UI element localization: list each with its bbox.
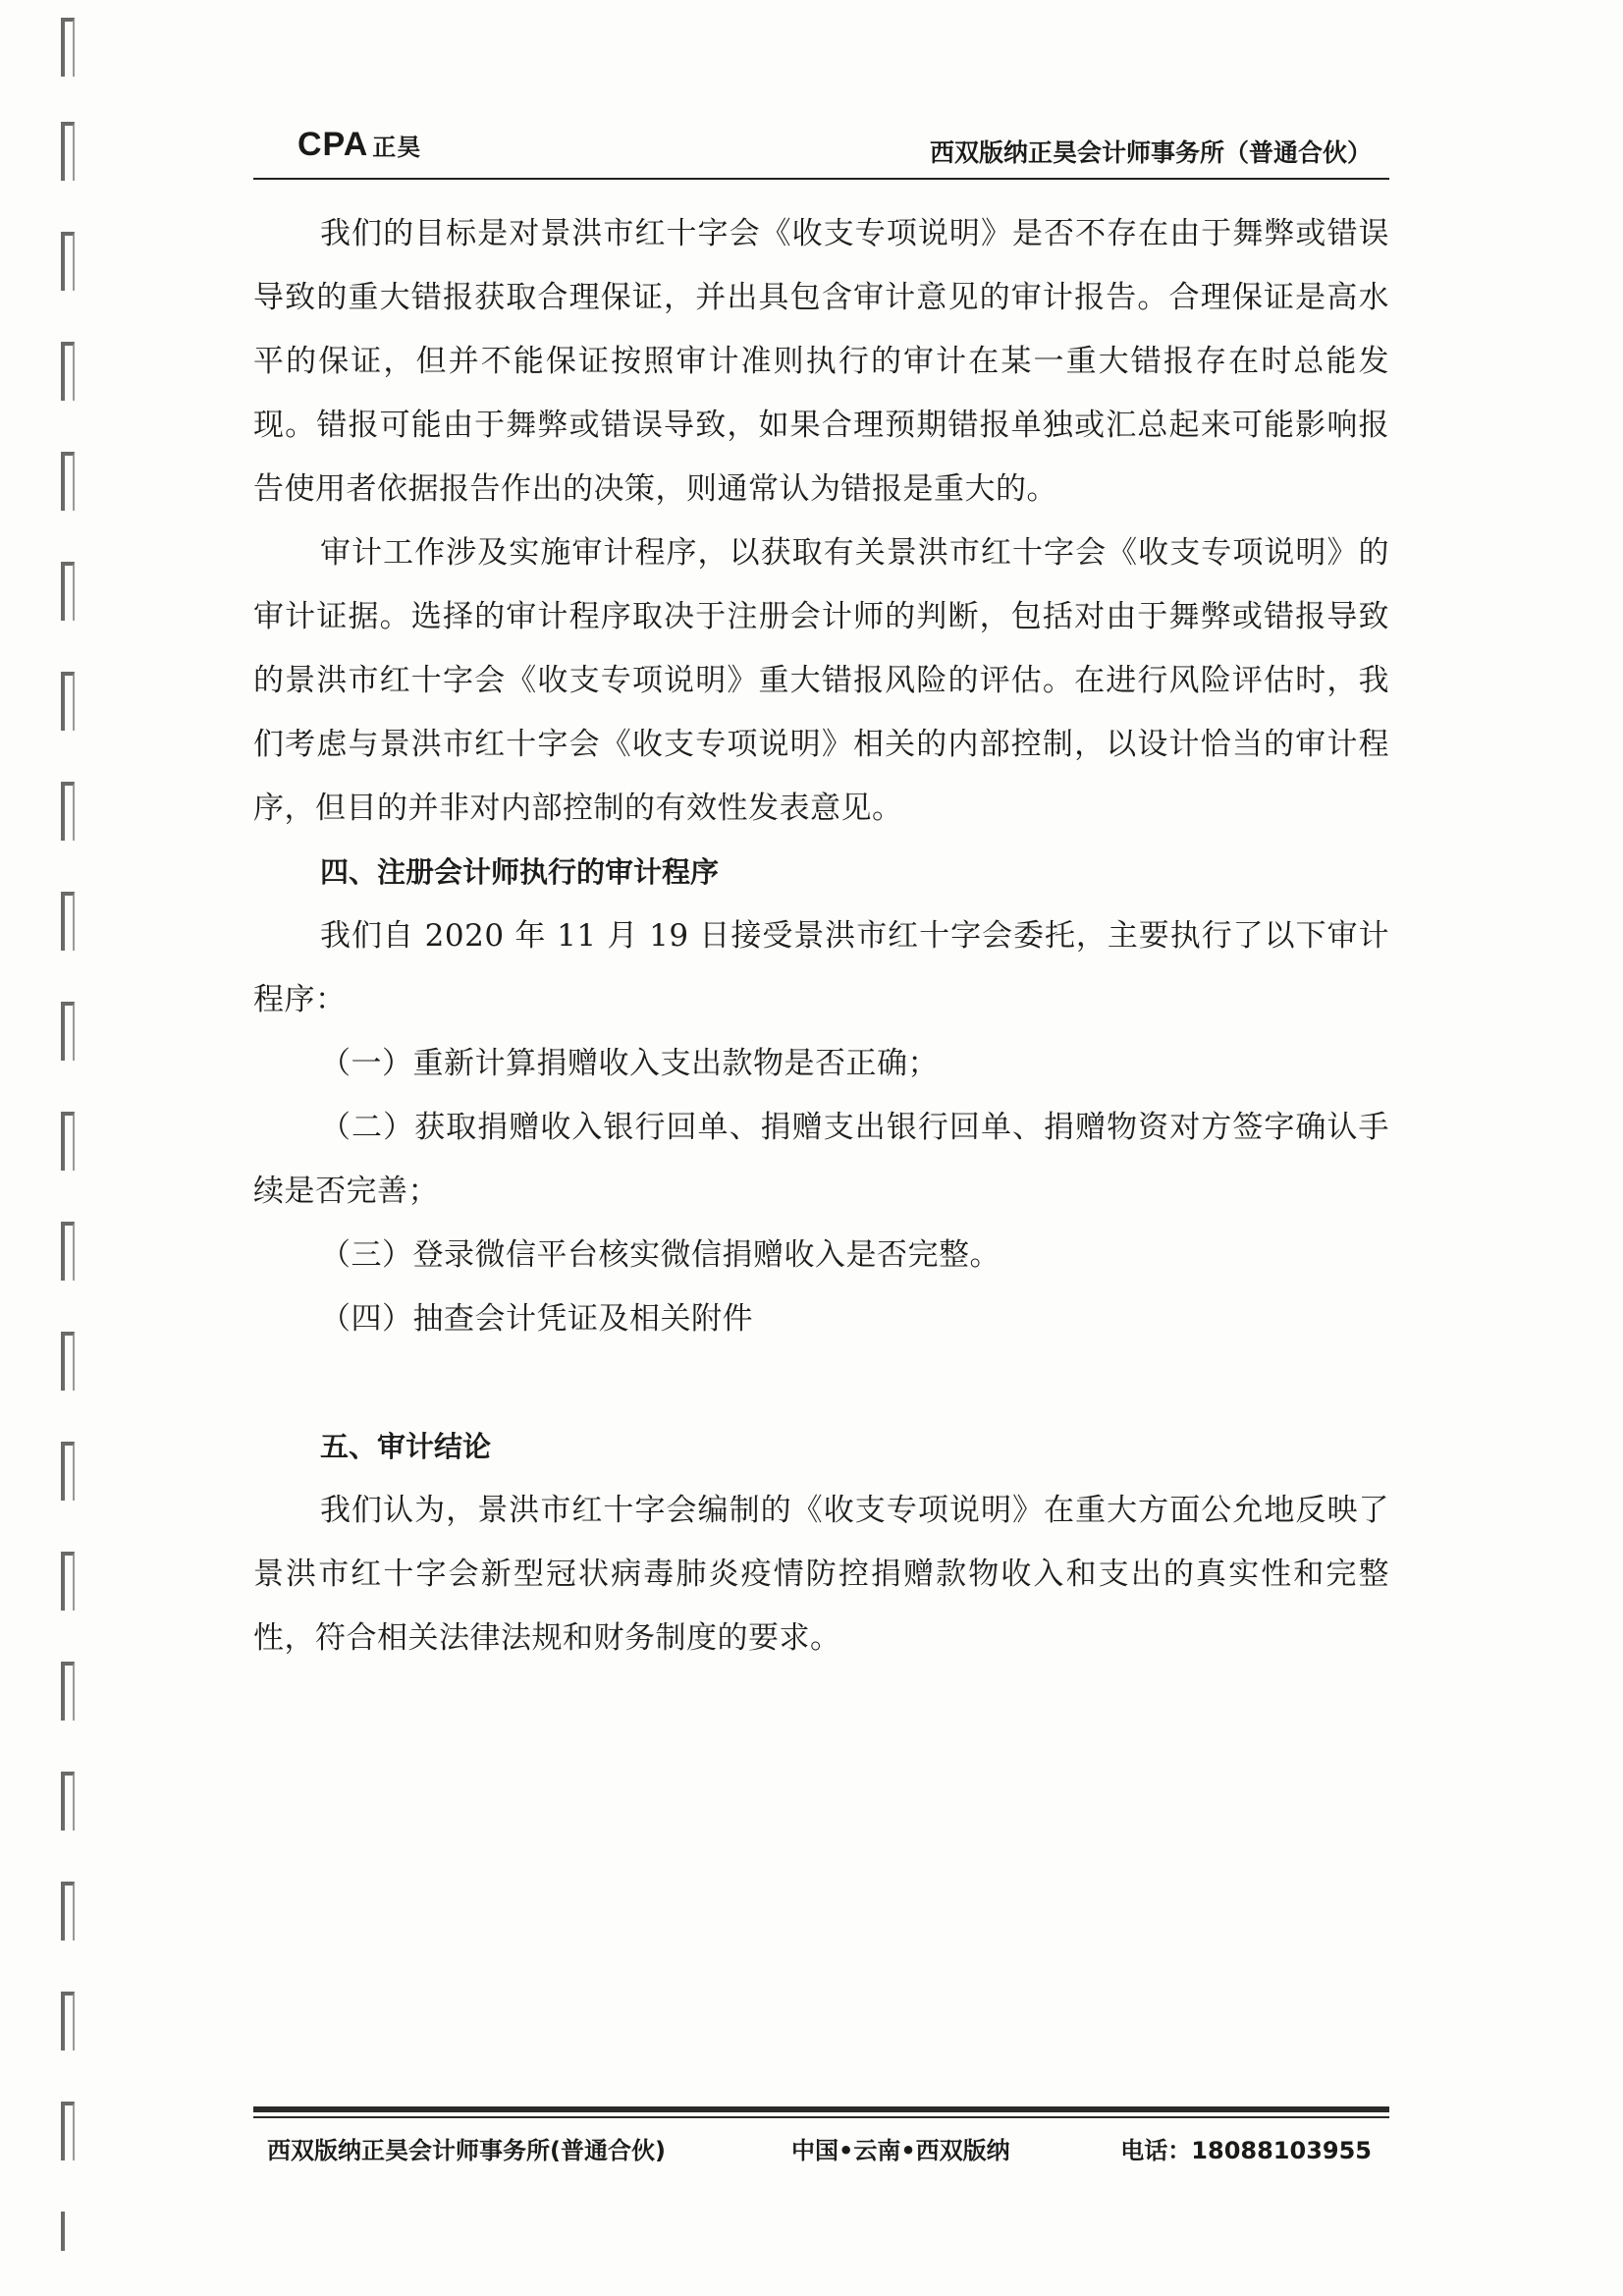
binding-mark [61, 1332, 75, 1391]
logo-main: CPA [298, 126, 369, 163]
procedure-item: （二）获取捐赠收入银行回单、捐赠支出银行回单、捐赠物资对方签字确认手续是否完善； [253, 1110, 1389, 1209]
paragraph-audit-work: 审计工作涉及实施审计程序，以获取有关景洪市红十字会《收支专项说明》的审计证据。选择的审计程序取决于注册会计师的判断，包括对由于舞弊或错报导致的景洪市红十字会《收支专项说明》重大错报风险的评估。在进行风险评估时，我们考虑与景洪市红十字会《收支专项说明》相关的内部控制，以设计恰当的审计程序，但目的并非对内部控制的有效性发表意见。 [253, 535, 1389, 826]
spacer [253, 1351, 1389, 1415]
binding-mark [61, 1552, 75, 1611]
page-footer [253, 2131, 1389, 2170]
section5-heading: 五、审计结论 [320, 1430, 492, 1463]
binding-mark [61, 562, 75, 621]
binding-mark [61, 1992, 75, 2050]
footer-phone: 电话：18088103955 [1120, 2137, 1372, 2164]
footer-divider-thick [253, 2106, 1389, 2112]
procedure-item: （三）登录微信平台核实微信捐赠收入是否完整。 [320, 1237, 1001, 1273]
binding-mark [61, 122, 75, 181]
section4-heading: 四、注册会计师执行的审计程序 [320, 855, 720, 889]
binding-mark [61, 18, 75, 77]
header-divider [253, 178, 1389, 180]
document-body [253, 202, 1389, 1670]
binding-mark [61, 1772, 75, 1831]
header-firm-name: 西双版纳正昊会计师事务所（普通合伙） [929, 138, 1372, 167]
binding-mark [61, 1882, 75, 1941]
binding-mark [61, 232, 75, 291]
binding-mark [61, 452, 75, 511]
binding-mark [61, 782, 75, 841]
paragraph-audit-objective: 我们的目标是对景洪市红十字会《收支专项说明》是否不存在由于舞弊或错误导致的重大错报获取合理保证，并出具包含审计意见的审计报告。合理保证是高水平的保证，但并不能保证按照审计准则执行的审计在某一重大错报存在时总能发现。错报可能由于舞弊或错误导致，如果合理预期错报单独或汇总起来可能影响报告使用者依据报告作出的决策，则通常认为错报是重大的。 [253, 216, 1389, 507]
binding-mark [61, 1112, 75, 1171]
binding-mark [61, 342, 75, 401]
logo-sub: 正昊 [372, 134, 422, 161]
procedure-item: （一）重新计算捐赠收入支出款物是否正确； [320, 1046, 939, 1081]
footer-divider-thin [253, 2116, 1389, 2118]
section5-conclusion: 我们认为，景洪市红十字会编制的《收支专项说明》在重大方面公允地反映了景洪市红十字会新型冠状病毒肺炎疫情防控捐赠款物收入和支出的真实性和完整性，符合相关法律法规和财务制度的要求。 [253, 1493, 1389, 1656]
procedure-item: （四）抽查会计凭证及相关附件 [320, 1301, 753, 1337]
section4-intro: 我们自 2020 年 11 月 19 日接受景洪市红十字会委托，主要执行了以下审计程序： [253, 918, 1389, 1017]
binding-mark [61, 1662, 75, 1721]
binding-mark [61, 672, 75, 731]
page-header [253, 126, 1389, 177]
binding-mark [61, 1222, 75, 1281]
binding-mark [61, 892, 75, 951]
binding-mark [61, 1002, 75, 1061]
cpa-logo [298, 126, 421, 164]
binding-mark [61, 2102, 75, 2160]
binding-marks [0, 0, 88, 2296]
footer-location: 中国•云南•西双版纳 [791, 2137, 1010, 2164]
binding-mark [61, 1442, 75, 1501]
footer-firm-name: 西双版纳正昊会计师事务所(普通合伙) [267, 2137, 666, 2164]
binding-mark [61, 2212, 75, 2251]
